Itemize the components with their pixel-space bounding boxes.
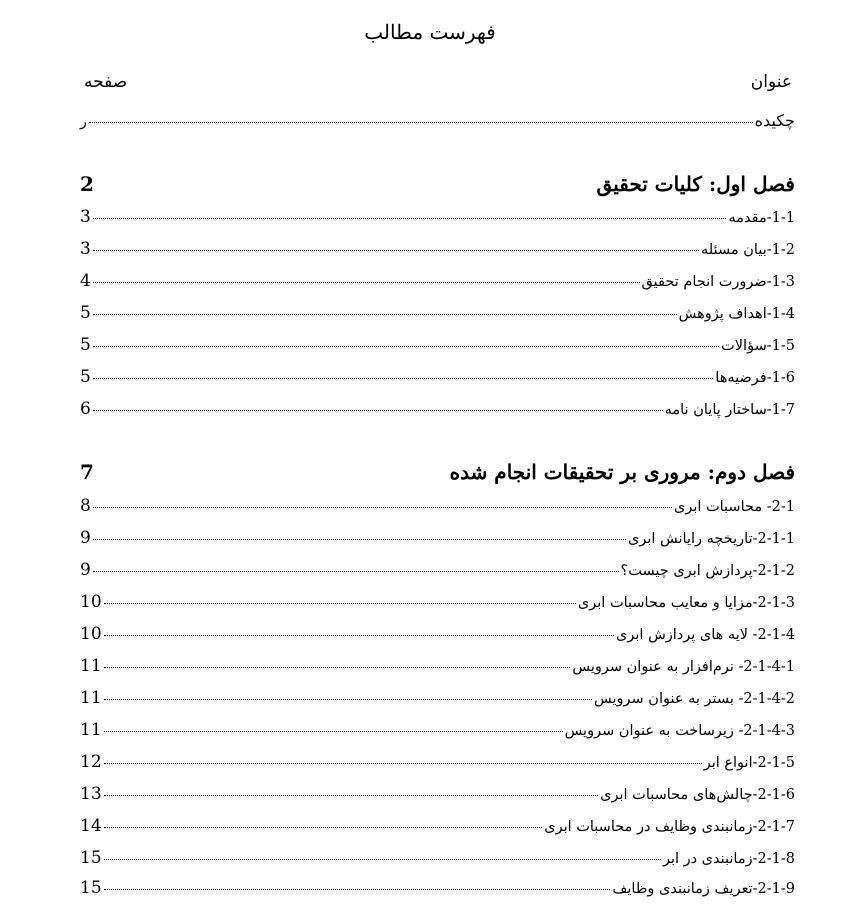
toc-entry-label: چکیده <box>754 111 795 130</box>
toc-entry-label: 2-1-6-چالش‌های محاسبات ابری <box>600 787 795 803</box>
dot-leader <box>93 314 677 315</box>
toc-entry-label: 1-3-ضرورت انجام تحقیق <box>641 274 795 290</box>
toc-entry[interactable] <box>80 688 795 708</box>
toc-entry[interactable] <box>80 271 795 291</box>
dot-leader <box>89 122 753 123</box>
dot-leader <box>93 571 619 572</box>
toc-entry-label: 2-1-3-مزایا و معایب محاسبات ابری <box>577 595 795 611</box>
toc-entry-label: 1-5-سؤالات <box>721 338 795 354</box>
dot-leader <box>93 378 713 379</box>
toc-entry[interactable] <box>80 592 795 612</box>
toc-entry-page: 8 <box>80 496 91 516</box>
toc-entry[interactable] <box>80 207 795 227</box>
toc-entry-label: 1-1-مقدمه <box>728 210 795 226</box>
chapter-heading-label: فصل دوم: مروری بر تحقیقات انجام شده <box>449 460 795 484</box>
toc-entry-page: 10 <box>80 624 102 644</box>
dot-leader <box>104 763 702 764</box>
toc-entry-page: 13 <box>80 784 102 804</box>
dot-leader <box>93 346 719 347</box>
toc-entry-label: 1-6-فرضیه‌ها <box>715 370 795 386</box>
dot-leader <box>104 827 543 828</box>
dot-leader <box>104 731 563 732</box>
toc-entry[interactable] <box>80 656 795 676</box>
chapter-heading-page: 7 <box>80 460 94 484</box>
toc-entry[interactable] <box>80 816 795 836</box>
toc-entry-page: 9 <box>80 560 91 580</box>
toc-entry[interactable] <box>80 303 795 323</box>
chapter-heading-1[interactable] <box>80 172 795 196</box>
toc-entry-page: 14 <box>80 816 102 836</box>
toc-entry-page: 11 <box>80 656 102 676</box>
toc-entry-page: 15 <box>80 878 102 898</box>
dot-leader <box>93 410 663 411</box>
toc-entry-label: 1-7-ساختار پایان نامه <box>664 402 795 418</box>
dot-leader <box>104 603 576 604</box>
toc-entry[interactable] <box>80 624 795 644</box>
toc-entry-label: 2-1- محاسبات ابری <box>673 499 795 515</box>
toc-entry-label: 2-1-4-2- بستر به عنوان سرویس <box>594 691 795 707</box>
toc-entry-page: 6 <box>80 399 91 419</box>
dot-leader <box>104 889 611 890</box>
toc-entry[interactable] <box>80 848 795 868</box>
toc-entry-page: 5 <box>80 303 91 323</box>
toc-entry[interactable] <box>80 528 795 548</box>
dot-leader <box>104 635 614 636</box>
dot-leader <box>93 250 699 251</box>
toc-entry-page: 9 <box>80 528 91 548</box>
toc-entry-label: 2-1-7-زمانبندی وظایف در محاسبات ابری <box>544 819 795 835</box>
toc-entry-abstract[interactable] <box>80 111 795 130</box>
toc-entry[interactable] <box>80 784 795 804</box>
toc-entry-label: 2-1-4- لایه های پردازش ابری <box>616 627 795 643</box>
toc-entry-label: 2-1-2-پردازش ابری چیست؟ <box>620 563 795 579</box>
dot-leader <box>93 218 727 219</box>
column-header-title: عنوان <box>750 72 792 92</box>
toc-entry[interactable] <box>80 720 795 740</box>
page-title: فهرست مطالب <box>364 20 496 44</box>
toc-entry-page: 11 <box>80 688 102 708</box>
chapter-heading-label: فصل اول: کلیات تحقیق <box>596 172 795 196</box>
dot-leader <box>93 282 640 283</box>
toc-entry-page: 5 <box>80 367 91 387</box>
dot-leader <box>104 667 571 668</box>
toc-entry-page: ر <box>80 114 87 130</box>
dot-leader <box>93 539 626 540</box>
toc-entry-label: 1-4-اهداف پژوهش <box>678 306 795 322</box>
toc-entry[interactable] <box>80 335 795 355</box>
toc-entry-page: 12 <box>80 752 102 772</box>
toc-entry-page: 10 <box>80 592 102 612</box>
toc-entry[interactable] <box>80 496 795 516</box>
toc-entry-label: 2-1-8-زمانبندی در ابر <box>662 851 795 867</box>
chapter-heading-page: 2 <box>80 172 94 196</box>
toc-entry[interactable] <box>80 367 795 387</box>
toc-entry-label: 2-1-1-تاریخچه رایانش ابری <box>627 531 795 547</box>
toc-entry-page: 3 <box>80 207 91 227</box>
column-header-page: صفحه <box>84 72 128 92</box>
toc-entry[interactable] <box>80 752 795 772</box>
dot-leader <box>104 795 599 796</box>
toc-entry-page: 3 <box>80 239 91 259</box>
toc-entry-label: 1-2-بیان مسئله <box>701 242 795 258</box>
toc-entry[interactable] <box>80 239 795 259</box>
toc-entry-page: 4 <box>80 271 91 291</box>
toc-entry-label: 2-1-4-3- زیرساخت به عنوان سرویس <box>564 723 795 739</box>
toc-entry[interactable] <box>80 560 795 580</box>
chapter-heading-2[interactable] <box>80 460 795 484</box>
toc-entry[interactable] <box>80 878 795 898</box>
dot-leader <box>93 507 672 508</box>
dot-leader <box>104 699 592 700</box>
toc-entry-page: 15 <box>80 848 102 868</box>
toc-entry-label: 2-1-4-1- نرم‌افزار به عنوان سرویس <box>572 659 795 675</box>
toc-entry-page: 11 <box>80 720 102 740</box>
toc-entry[interactable] <box>80 399 795 419</box>
toc-entry-page: 5 <box>80 335 91 355</box>
toc-entry-label: 2-1-9-تعریف زمانبندی وظایف <box>612 881 795 897</box>
dot-leader <box>104 859 661 860</box>
toc-entry-label: 2-1-5-انواع ابر <box>703 755 795 771</box>
